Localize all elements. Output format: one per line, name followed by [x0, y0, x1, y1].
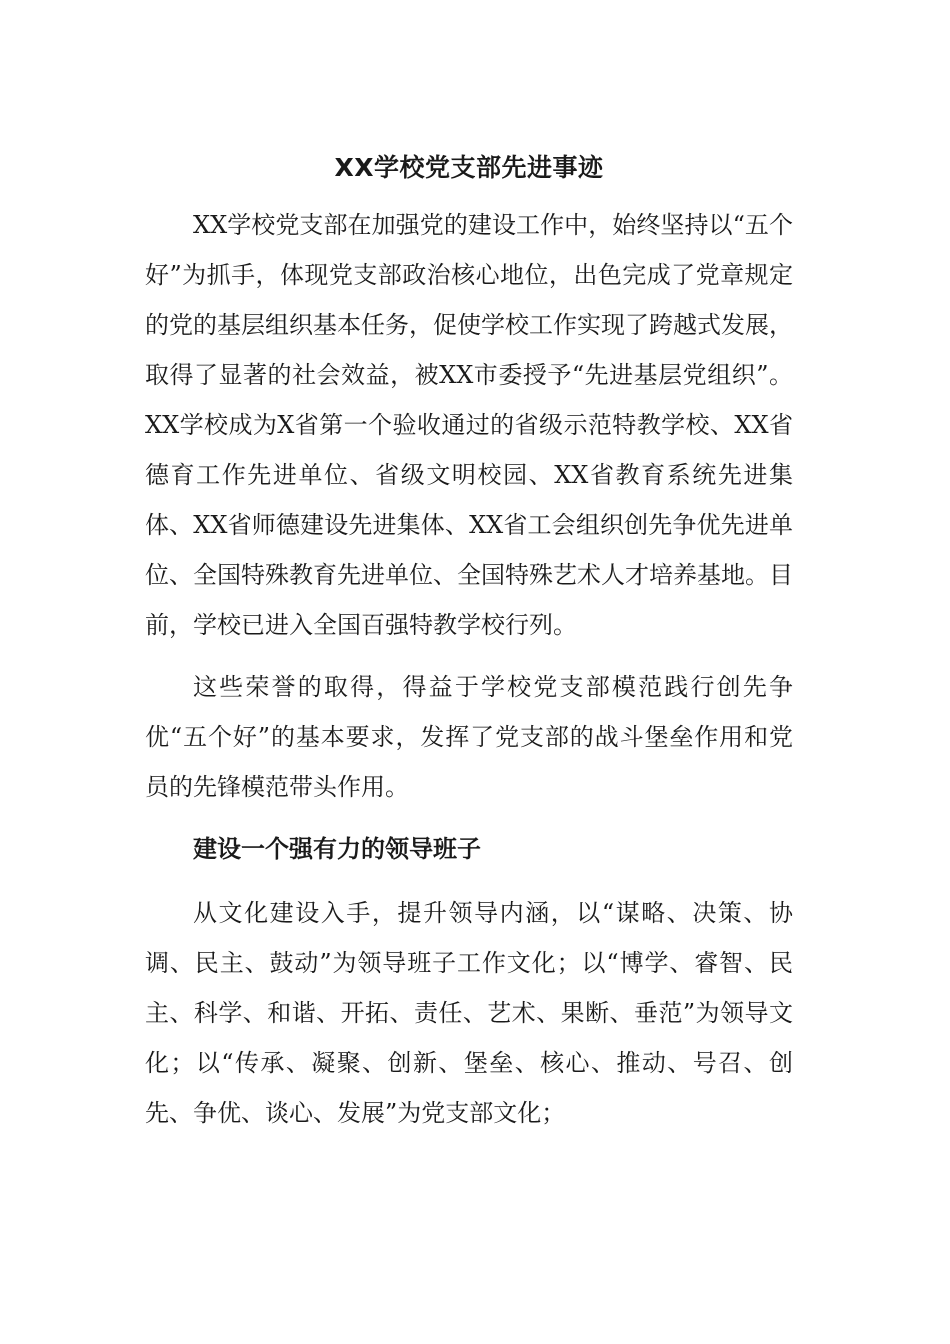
paragraph-honors: 这些荣誉的取得，得益于学校党支部模范践行创先争优“五个好”的基本要求，发挥了党支部的战斗堡垒作用和党员的先锋模范带头作用。 [145, 673, 793, 801]
document-title: XX学校党支部先进事迹 [334, 153, 604, 182]
document-page [145, 148, 793, 1150]
paragraph-intro: XX学校党支部在加强党的建设工作中，始终坚持以“五个好”为抓手，体现党支部政治核心地位，出色完成了党章规定的党的基层组织基本任务，促使学校工作实现了跨越式发展，取得了显著的社会效益，被XX市委授予“先进基层党组织”。XX学校成为X省第一个验收通过的省级示范特教学校、XX省德育工作先进单位、省级文明校园、XX省教育系统先进集体、XX省师德建设先进集体、XX省工会组织创先争优先进单位、全国特殊教育先进单位、全国特殊艺术人才培养基地。目前，学校已进入全国百强特教学校行列。 [145, 211, 793, 639]
section-heading: 建设一个强有力的领导班子 [193, 835, 481, 863]
paragraph-culture: 从文化建设入手，提升领导内涵，以“谋略、决策、协调、民主、鼓动”为领导班子工作文化；以“博学、睿智、民主、科学、和谐、开拓、责任、艺术、果断、垂范”为领导文化；以“传承、凝聚、创新、堡垒、核心、推动、号召、创先、争优、谈心、发展”为党支部文化； [145, 899, 793, 1127]
